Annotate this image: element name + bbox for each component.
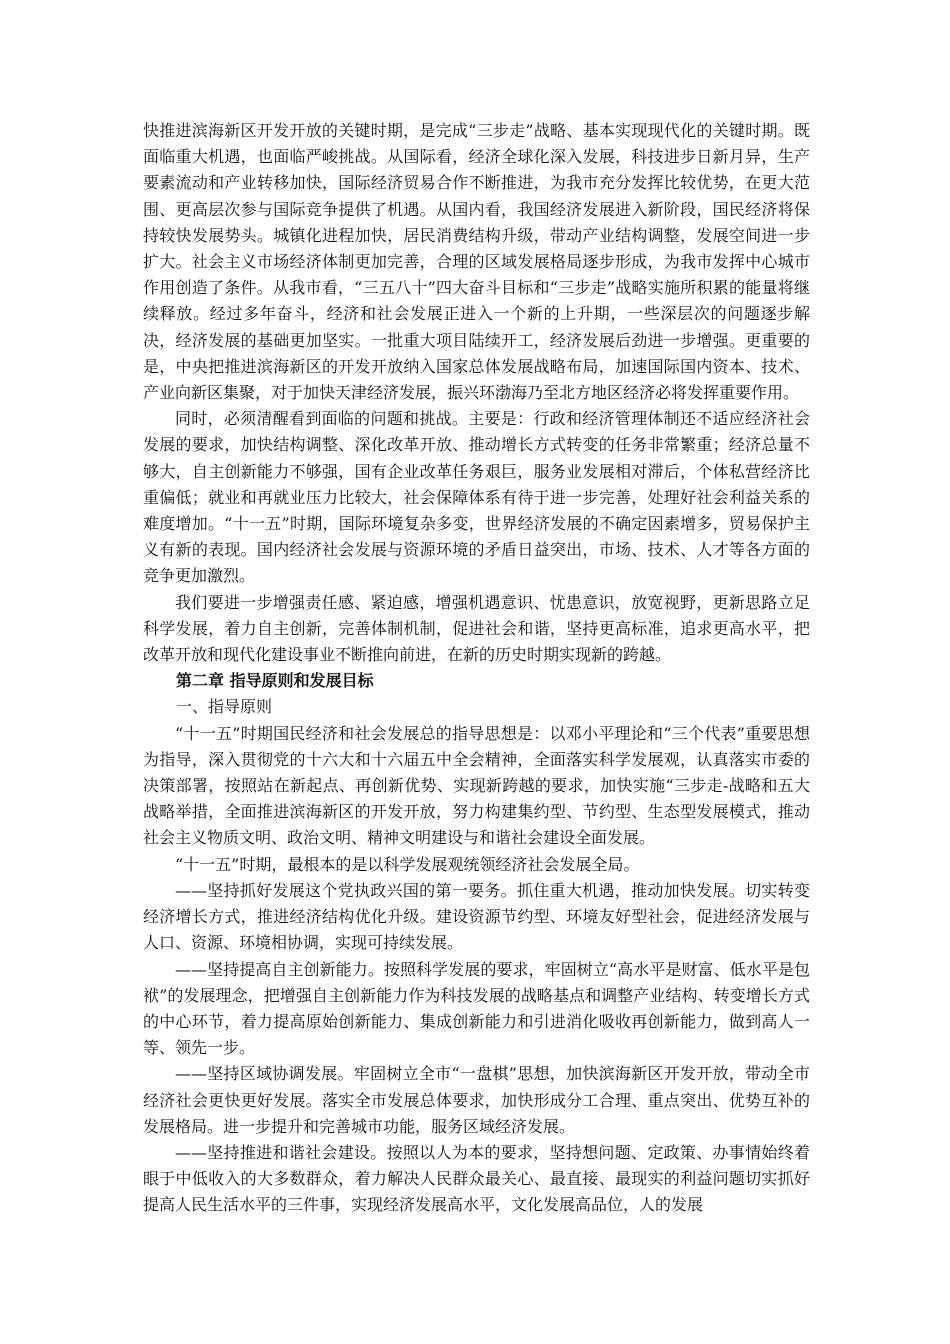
document-page <box>143 118 810 1219</box>
paragraph-responsibility: 我们要进一步增强责任感、紧迫感，增强机遇意识、忧患意识，放宽视野，更新思路立足科学发展，着力自主创新，完善体制机制，促进社会和谐，坚持更高标准，追求更高水平，把改革开放和现代化建设事业不断推向前进，在新的历史时期实现新的跨越。 <box>143 592 810 665</box>
paragraph-scientific-development: “十一五”时期，最根本的是以科学发展观统领经济社会发展全局。 <box>175 854 640 874</box>
paragraph-principle-innovation: ——坚持提高自主创新能力。按照科学发展的要求，牢固树立“高水平是财富、低水平是包袱”的发展理念，把增强自主创新能力作为科技发展的战略基点和调整产业结构、转变增长方式的中心环节，着力提高原始创新能力、集成创新能力和引进消化吸收再创新能力，做到高人一等、领先一步。 <box>143 959 810 1058</box>
section-title: 一、指导原则 <box>176 697 273 717</box>
paragraph-principle-development: ——坚持抓好发展这个党执政兴国的第一要务。抓住重大机遇，推动加快发展。切实转变经济增长方式，推进经济结构优化升级。建设资源节约型、环境友好型社会，促进经济发展与人口、资源、环境相协调，实现可持续发展。 <box>143 880 810 953</box>
paragraph-challenges: 同时，必须清醒看到面临的问题和挑战。主要是：行政和经济管理体制还不适应经济社会发展的要求，加快结构调整、深化改革开放、推动增长方式转变的任务非常繁重；经济总量不够大，自主创新能力不够强，国有企业改革任务艰巨，服务业发展相对滞后，个体私营经济比重偏低；就业和再就业压力比较大，社会保障体系有待于进一步完善，处理好社会利益关系的难度增加。“十一五”时期，国际环境复杂多变，世界经济发展的不确定因素增多，贸易保护主义有新的表现。国内经济社会发展与资源环境的矛盾日益突出，市场、技术、人才等各方面的竞争更加激烈。 <box>143 409 810 586</box>
paragraph-continued-opportunities: 快推进滨海新区开发开放的关键时期，是完成“三步走”战略、基本实现现代化的关键时期。既面临重大机遇，也面临严峻挑战。从国际看，经济全球化深入发展，科技进步日新月异，生产要素流动和产业转移加快，国际经济贸易合作不断推进，为我市充分发挥比较优势，在更大范围、更高层次参与国际竞争提供了机遇。从国内看，我国经济发展进入新阶段，国民经济将保持较快发展势头。城镇化进程加快，居民消费结构升级，带动产业结构调整，发展空间进一步扩大。社会主义市场经济体制更加完善，合理的区域发展格局逐步形成，为我市发挥中心城市作用创造了条件。从我市看，“三五八十”四大奋斗目标和“三步走”战略实施所积累的能量将继续释放。经过多年奋斗，经济和社会发展正进入一个新的上升期，一些深层次的问题逐步解决，经济发展的基础更加坚实。一批重大项目陆续开工，经济发展后劲进一步增强。更重要的是，中央把推进滨海新区的开发开放纳入国家总体发展战略布局，加速国际国内资本、技术、产业向新区集聚，对于加快天津经济发展，振兴环渤海乃至北方地区经济必将发挥重要作用。 <box>143 121 810 403</box>
chapter-title: 第二章 指导原则和发展目标 <box>176 671 374 691</box>
paragraph-principle-regional: ——坚持区域协调发展。牢固树立全市“一盘棋”思想，加快滨海新区开发开放，带动全市经济社会更快更好发展。落实全市发展总体要求，加快形成分工合理、重点突出、优势互补的发展格局。进一步提升和完善城市功能，服务区域经济发展。 <box>143 1064 810 1136</box>
paragraph-principle-harmony: ——坚持推进和谐社会建设。按照以人为本的要求，坚持想问题、定政策、办事情始终着眼于中低收入的大多数群众，着力解决人民群众最关心、最直接、最现实的利益问题切实抓好提高人民生活水平的三件事，实现经济发展高水平，文化发展高品位，人的发展 <box>143 1142 810 1215</box>
paragraph-guiding-ideology: “十一五”时期国民经济和社会发展总的指导思想是：以邓小平理论和“三个代表”重要思想为指导，深入贯彻党的十六大和十六届五中全会精神，全面落实科学发展观，认真落实市委的决策部署，按照站在新起点、再创新优势、实现新跨越的要求，加快实施“三步走-战略和五大战略举措，全面推进滨海新区的开发开放，努力构建集约型、节约型、生态型发展模式，推动社会主义物质文明、政治文明、精神文明建设与和谐社会建设全面发展。 <box>143 723 810 848</box>
